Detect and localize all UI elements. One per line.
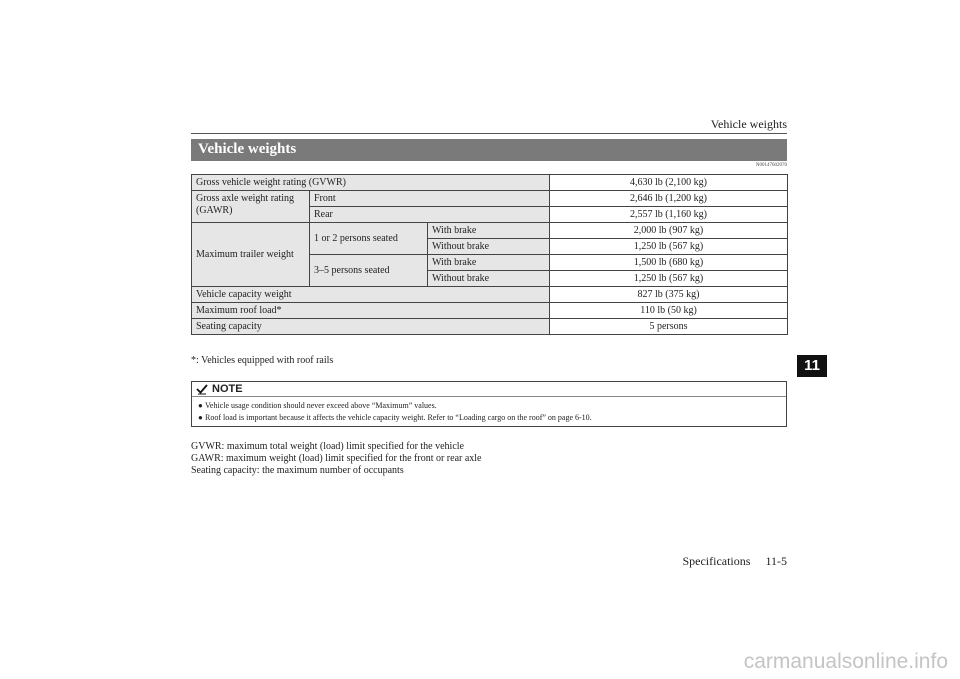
- capacity-label: Vehicle capacity weight: [192, 287, 550, 303]
- trailer-g2-with-brake-value: 1,500 lb (680 kg): [550, 255, 788, 271]
- gawr-rear-label: Rear: [310, 207, 550, 223]
- footer-section: Specifications: [682, 554, 751, 568]
- bullet-icon: ●: [198, 401, 203, 410]
- section-heading-bar: [191, 139, 787, 161]
- trailer-g2-without-brake-label: Without brake: [428, 271, 550, 287]
- definition-line: Seating capacity: the maximum number of occupants: [191, 465, 404, 476]
- gawr-front-value: 2,646 lb (1,200 kg): [550, 191, 788, 207]
- list-item: [198, 412, 592, 424]
- table-row: [192, 319, 788, 335]
- table-row: [192, 191, 788, 207]
- trailer-group2-label: 3–5 persons seated: [310, 255, 428, 287]
- gawr-label: Gross axle weight rating (GAWR): [192, 191, 310, 223]
- roof-load-value: 110 lb (50 kg): [550, 303, 788, 319]
- trailer-g1-with-brake-value: 2,000 lb (907 kg): [550, 223, 788, 239]
- note-item-text: Roof load is important because it affects the vehicle capacity weight. Refer to “Loading cargo on the roof” on page 6-10.: [205, 413, 592, 422]
- document-code: N00147602070: [755, 163, 787, 168]
- vehicle-weights-table: [191, 174, 788, 335]
- gvwr-value: 4,630 lb (2,100 kg): [550, 175, 788, 191]
- trailer-g1-without-brake-label: Without brake: [428, 239, 550, 255]
- table-row: [192, 223, 788, 239]
- trailer-g2-with-brake-label: With brake: [428, 255, 550, 271]
- gawr-front-label: Front: [310, 191, 550, 207]
- watermark: carmanualsonline.info: [743, 650, 948, 673]
- bullet-icon: ●: [198, 413, 203, 422]
- trailer-g2-without-brake-value: 1,250 lb (567 kg): [550, 271, 788, 287]
- note-box: [191, 381, 787, 427]
- section-title: Vehicle weights: [198, 141, 297, 157]
- definitions: [191, 441, 482, 477]
- capacity-value: 827 lb (375 kg): [550, 287, 788, 303]
- note-item-text: Vehicle usage condition should never exceed above “Maximum” values.: [205, 401, 437, 410]
- page-number: 11-5: [765, 554, 787, 568]
- list-item: [198, 400, 592, 412]
- table-footnote: *: Vehicles equipped with roof rails: [191, 355, 334, 366]
- table-row: [192, 303, 788, 319]
- gawr-rear-value: 2,557 lb (1,160 kg): [550, 207, 788, 223]
- gvwr-label: Gross vehicle weight rating (GVWR): [192, 175, 550, 191]
- table-row: [192, 287, 788, 303]
- check-note-icon: [196, 383, 208, 395]
- trailer-g1-with-brake-label: With brake: [428, 223, 550, 239]
- note-list: [198, 400, 592, 424]
- seating-label: Seating capacity: [192, 319, 550, 335]
- trailer-g1-without-brake-value: 1,250 lb (567 kg): [550, 239, 788, 255]
- seating-value: 5 persons: [550, 319, 788, 335]
- definition-line: GVWR: maximum total weight (load) limit specified for the vehicle: [191, 441, 464, 452]
- trailer-label: Maximum trailer weight: [192, 223, 310, 287]
- note-header: [192, 382, 786, 397]
- chapter-tab: 11: [797, 355, 827, 377]
- note-title: NOTE: [212, 383, 243, 395]
- header-rule: [191, 133, 787, 134]
- definition-line: GAWR: maximum weight (load) limit specified for the front or rear axle: [191, 453, 482, 464]
- table-row: [192, 175, 788, 191]
- page-footer: [682, 554, 787, 569]
- trailer-group1-label: 1 or 2 persons seated: [310, 223, 428, 255]
- running-title: Vehicle weights: [710, 117, 787, 131]
- roof-load-label: Maximum roof load*: [192, 303, 550, 319]
